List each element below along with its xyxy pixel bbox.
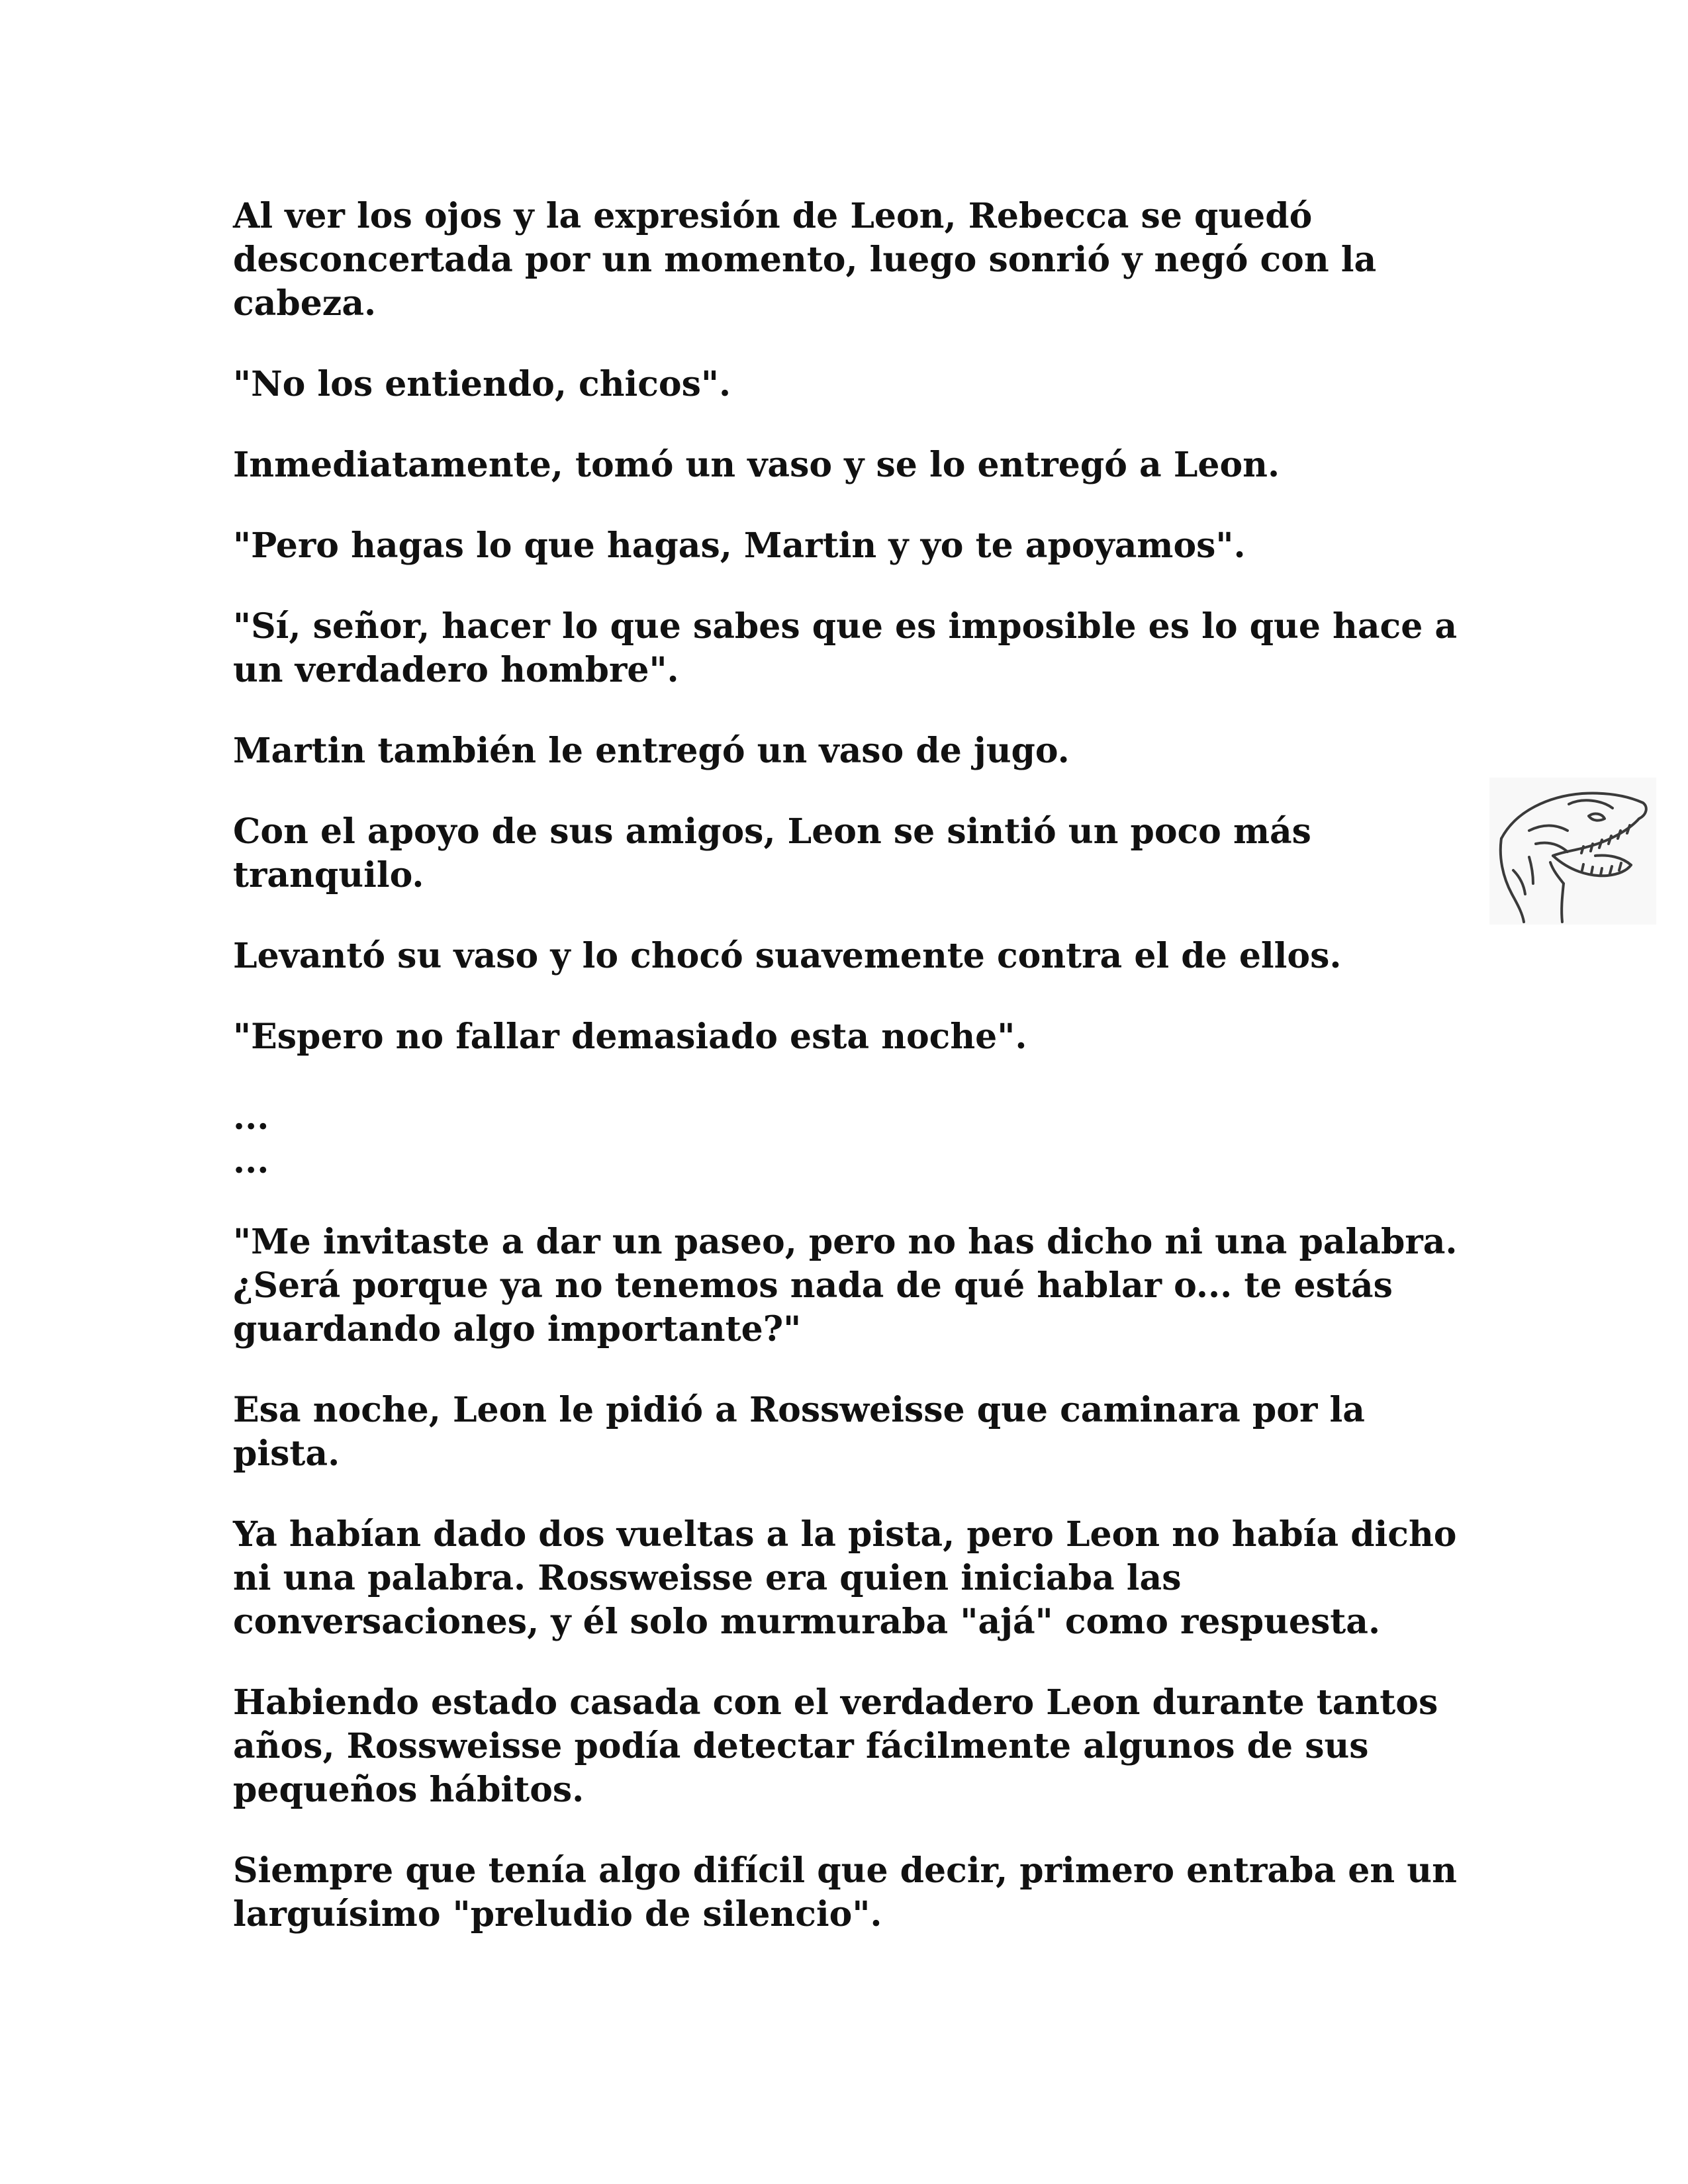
paragraph: Habiendo estado casada con el verdadero Leon durante tantos años, Rossweisse podía detectar fácilmente algunos de sus pequeños hábitos.	[233, 1682, 1438, 1810]
paragraph: Martin también le entregó un vaso de jugo.	[233, 731, 1070, 771]
document-body	[233, 195, 1477, 1974]
ellipsis-line: ...	[233, 1141, 269, 1181]
paragraph: Levantó su vaso y lo chocó suavemente contra el de ellos.	[233, 936, 1342, 976]
paragraph: Con el apoyo de sus amigos, Leon se sintió un poco más tranquilo.	[233, 811, 1311, 895]
dinosaur-head-sketch-icon	[1489, 778, 1656, 925]
paragraph: Al ver los ojos y la expresión de Leon, Rebecca se quedó desconcertada por un momento, luego sonrió y negó con la cabeza.	[233, 196, 1377, 324]
paragraph: "Me invitaste a dar un paseo, pero no has dicho ni una palabra. ¿Será porque ya no tenemos nada de qué hablar o... te estás guardando algo importante?"	[233, 1222, 1458, 1349]
paragraph: "No los entiendo, chicos".	[233, 364, 731, 404]
paragraph: "Pero hagas lo que hagas, Martin y yo te apoyamos".	[233, 525, 1246, 566]
paragraph: Siempre que tenía algo difícil que decir, primero entraba en un larguísimo "preludio de silencio".	[233, 1850, 1457, 1934]
paragraph: Ya habían dado dos vueltas a la pista, pero Leon no había dicho ni una palabra. Rossweisse era quien iniciaba las conversaciones, y él solo murmuraba "ajá" como respuesta.	[233, 1514, 1457, 1642]
paragraph: "Espero no fallar demasiado esta noche".	[233, 1017, 1027, 1057]
paragraph: Esa noche, Leon le pidió a Rossweisse que caminara por la pista.	[233, 1390, 1365, 1474]
paragraph: Inmediatamente, tomó un vaso y se lo entregó a Leon.	[233, 445, 1280, 485]
ellipsis-line: ...	[233, 1097, 269, 1138]
paragraph: "Sí, señor, hacer lo que sabes que es imposible es lo que hace a un verdadero hombre".	[233, 606, 1458, 690]
